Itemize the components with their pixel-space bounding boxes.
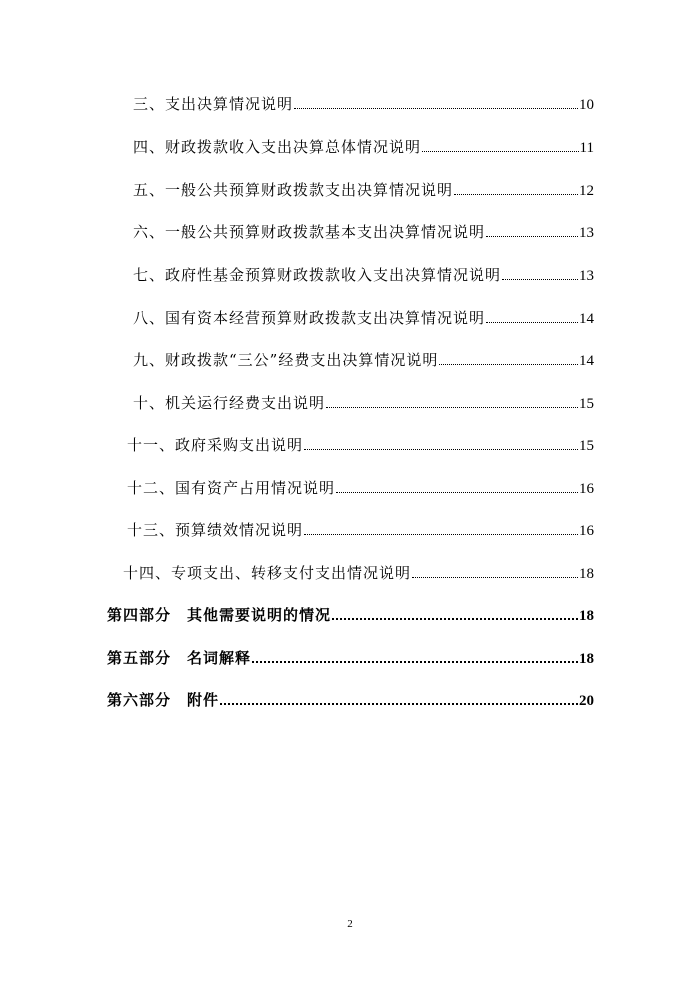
toc-entry-13-performance[interactable] bbox=[127, 520, 594, 541]
toc-entry-label: 六、一般公共预算财政拨款基本支出决算情况说明 bbox=[133, 223, 486, 241]
toc-entry-page: 13 bbox=[579, 268, 594, 284]
dot-leader bbox=[326, 407, 578, 408]
dot-leader bbox=[502, 279, 578, 280]
toc-entry-label: 第五部分 名词解释 bbox=[107, 649, 252, 667]
toc-entry-5-general-budget[interactable] bbox=[133, 180, 594, 201]
toc-entry-label: 第四部分 其他需要说明的情况 bbox=[107, 606, 332, 624]
toc-entry-part-5[interactable] bbox=[107, 648, 594, 669]
toc-entry-label: 四、财政拨款收入支出决算总体情况说明 bbox=[133, 138, 422, 156]
toc-entry-12-state-assets[interactable] bbox=[127, 478, 594, 499]
toc-entry-3-expenditure[interactable] bbox=[133, 94, 594, 115]
dot-leader bbox=[454, 194, 578, 195]
toc-entry-6-general-basic[interactable] bbox=[133, 222, 594, 243]
toc-entry-page: 16 bbox=[579, 523, 594, 539]
toc-entry-page: 12 bbox=[579, 183, 594, 199]
dot-leader bbox=[486, 322, 578, 323]
toc-entry-page: 15 bbox=[579, 396, 594, 412]
toc-entry-label: 九、财政拨款“三公”经费支出决算情况说明 bbox=[133, 351, 439, 369]
toc-entry-page: 20 bbox=[579, 693, 594, 709]
toc-entry-label: 十一、政府采购支出说明 bbox=[127, 436, 304, 454]
toc-entry-page: 18 bbox=[579, 566, 594, 582]
toc-entry-page: 18 bbox=[579, 651, 594, 667]
toc-entry-7-government-fund[interactable] bbox=[133, 265, 594, 286]
toc-entry-label: 十二、国有资产占用情况说明 bbox=[127, 479, 336, 497]
toc-entry-page: 15 bbox=[579, 438, 594, 454]
toc-entry-9-three-public[interactable] bbox=[133, 350, 594, 371]
dot-leader bbox=[332, 618, 578, 620]
toc-entry-page: 13 bbox=[579, 225, 594, 241]
toc-entry-label: 五、一般公共预算财政拨款支出决算情况说明 bbox=[133, 181, 454, 199]
toc-entry-page: 14 bbox=[579, 353, 594, 369]
dot-leader bbox=[439, 364, 578, 365]
dot-leader bbox=[304, 534, 578, 535]
toc-entry-label: 三、支出决算情况说明 bbox=[133, 95, 294, 113]
toc-entry-label: 第六部分 附件 bbox=[107, 691, 220, 709]
toc-entry-page: 10 bbox=[579, 97, 594, 113]
toc-entry-label: 十三、预算绩效情况说明 bbox=[127, 521, 304, 539]
toc-entry-8-state-capital[interactable] bbox=[133, 308, 594, 329]
toc-entry-11-procurement[interactable] bbox=[127, 435, 594, 456]
toc-entry-page: 16 bbox=[579, 481, 594, 497]
toc-entry-14-special-transfer[interactable] bbox=[123, 563, 594, 584]
toc-entry-label: 七、政府性基金预算财政拨款收入支出决算情况说明 bbox=[133, 266, 502, 284]
toc-entry-part-4[interactable] bbox=[107, 605, 594, 626]
dot-leader bbox=[220, 703, 578, 705]
toc-entry-label: 八、国有资本经营预算财政拨款支出决算情况说明 bbox=[133, 309, 486, 327]
toc-entry-4-fiscal-overall[interactable] bbox=[133, 137, 594, 158]
dot-leader bbox=[422, 151, 579, 152]
toc-entry-label: 十、机关运行经费支出说明 bbox=[133, 394, 326, 412]
dot-leader bbox=[294, 108, 578, 109]
toc-entry-part-6[interactable] bbox=[107, 690, 594, 711]
dot-leader bbox=[412, 577, 578, 578]
dot-leader bbox=[336, 492, 578, 493]
dot-leader bbox=[304, 449, 578, 450]
page-number: 2 bbox=[347, 918, 353, 930]
dot-leader bbox=[486, 236, 578, 237]
toc-entry-label: 十四、专项支出、转移支付支出情况说明 bbox=[123, 564, 412, 582]
toc-entry-page: 18 bbox=[579, 608, 594, 624]
toc-entry-10-operating-costs[interactable] bbox=[133, 393, 594, 414]
dot-leader bbox=[252, 661, 578, 663]
toc-entry-page: 14 bbox=[579, 311, 594, 327]
toc-entry-page: 11 bbox=[579, 140, 594, 156]
